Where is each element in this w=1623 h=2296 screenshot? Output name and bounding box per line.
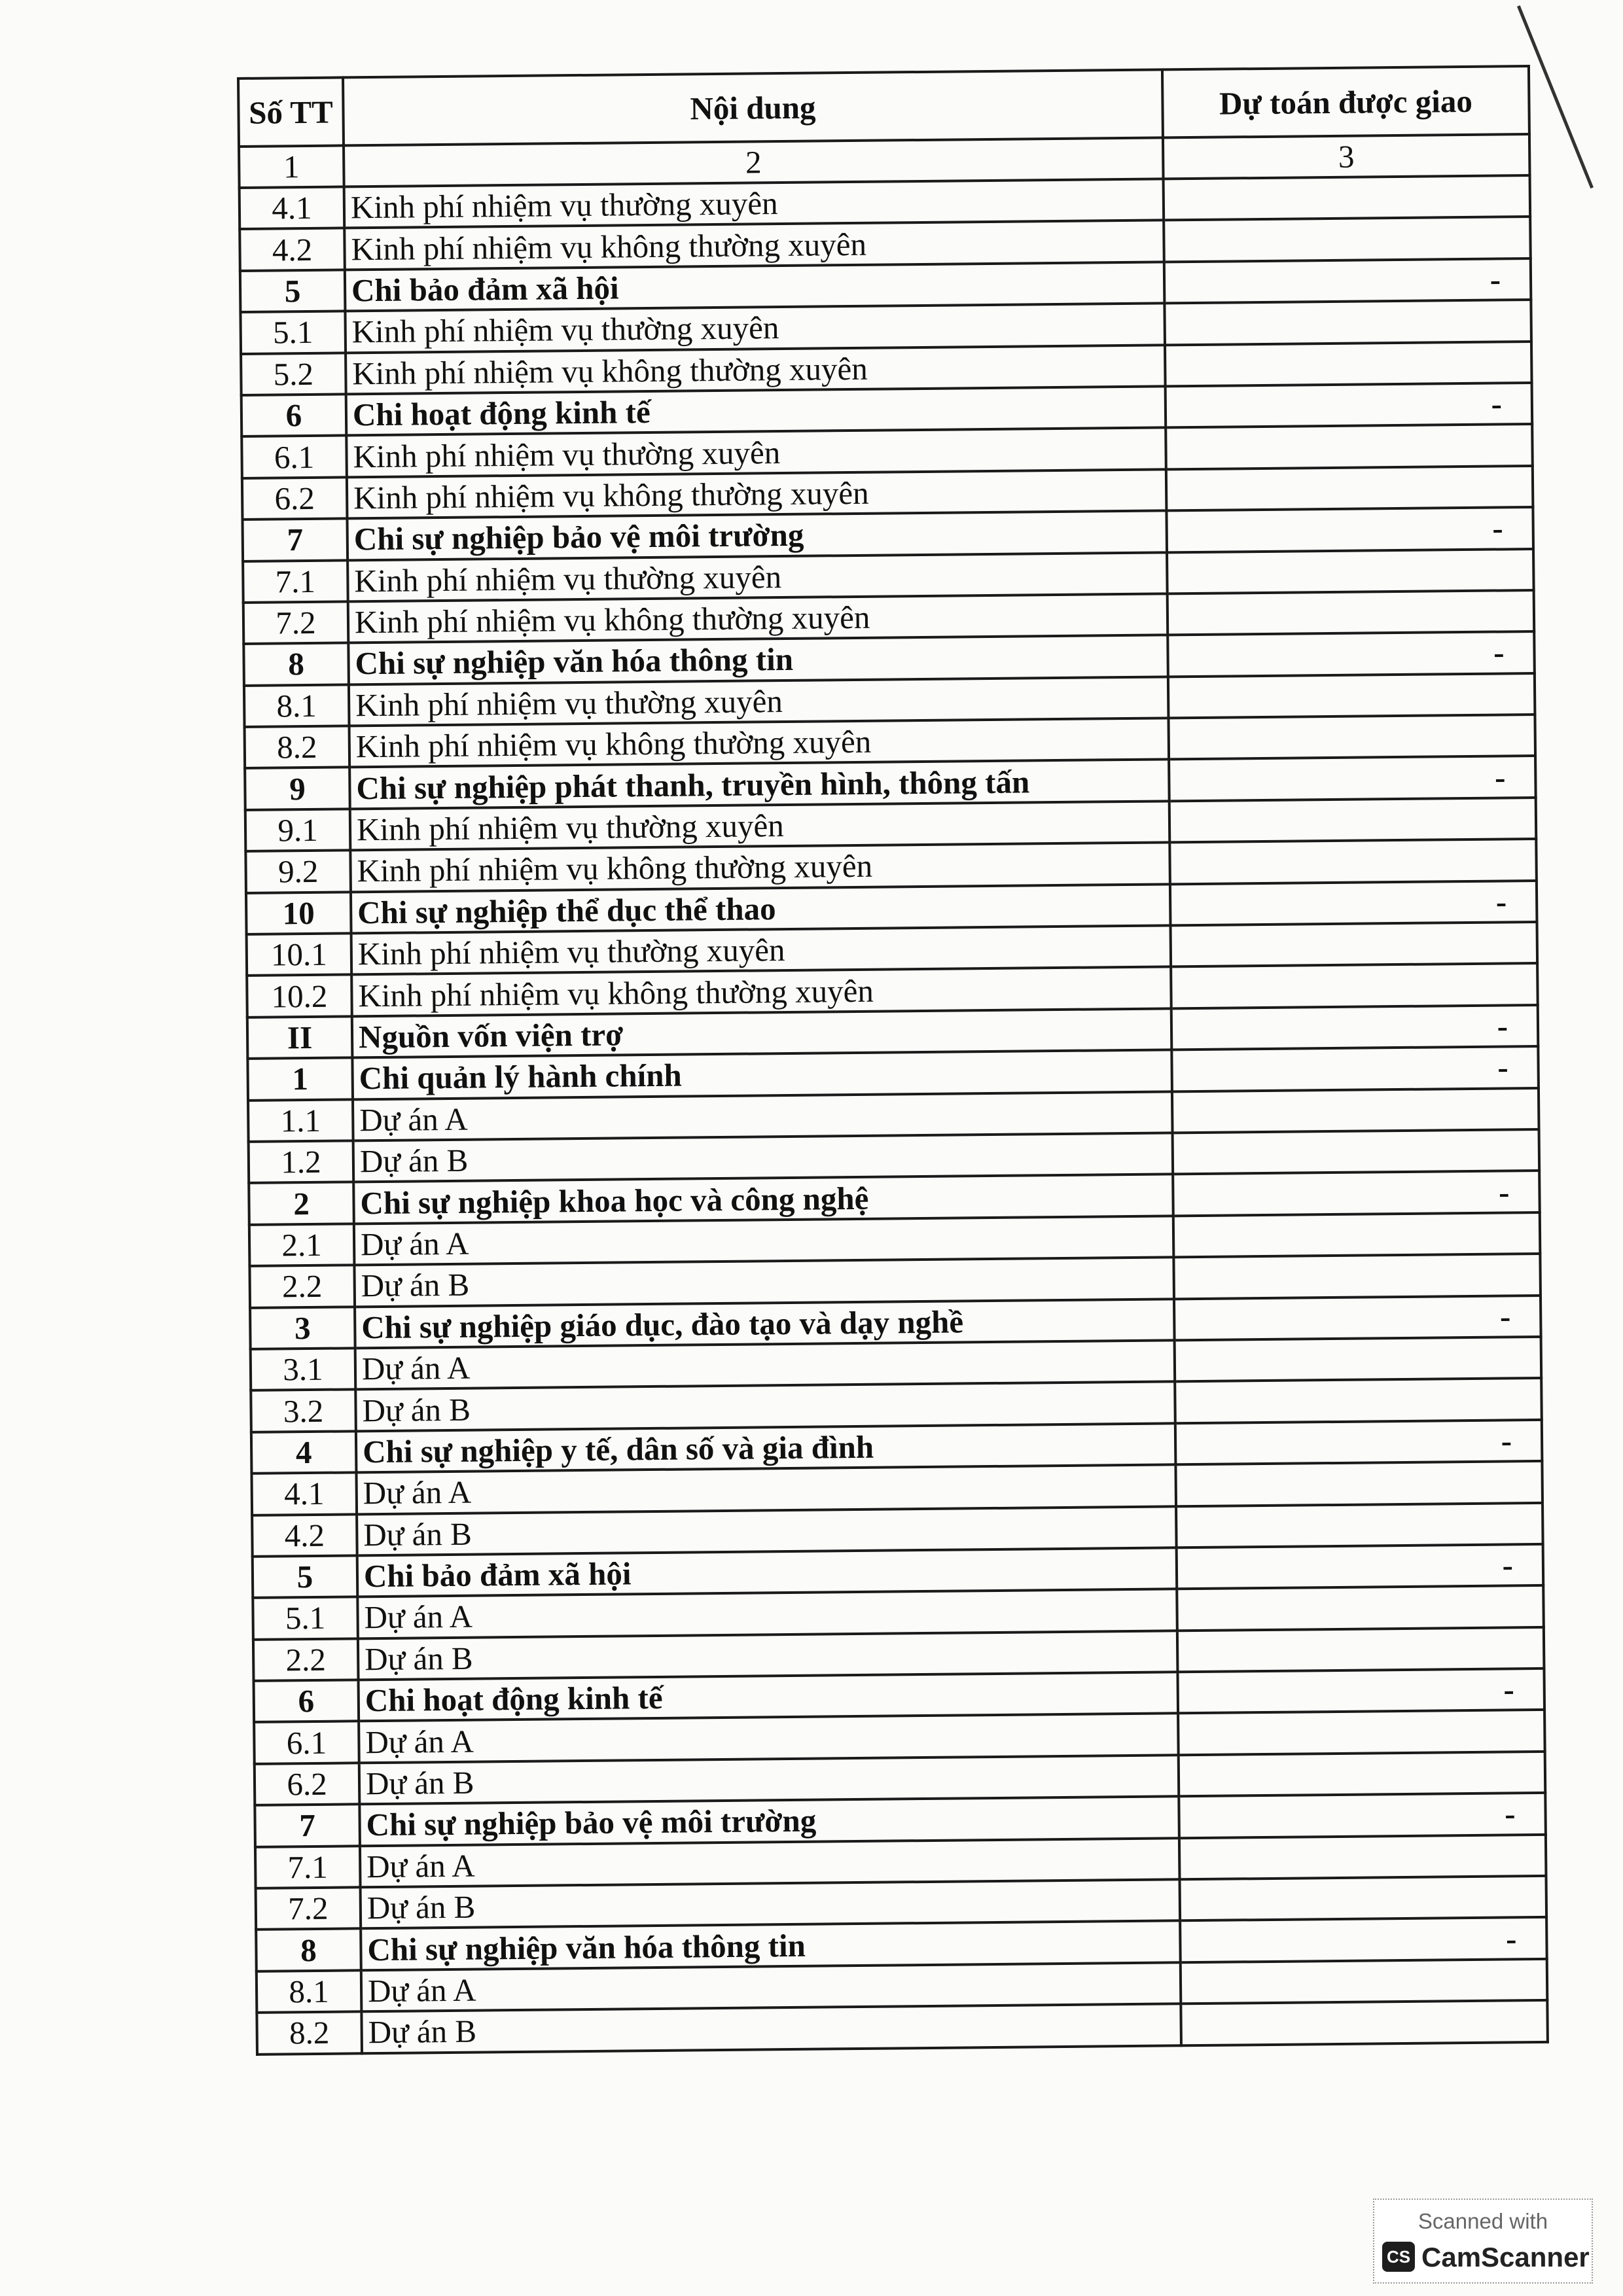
row-budget-value: - — [1180, 1917, 1547, 1962]
row-content: Kinh phí nhiệm vụ thường xuyên — [350, 801, 1170, 850]
camscanner-brand: CamScanner — [1421, 2242, 1590, 2272]
row-content: Chi hoạt động kinh tế — [346, 386, 1166, 435]
row-content: Dự án A — [361, 1962, 1181, 2011]
row-budget-value: - — [1179, 1793, 1546, 1838]
row-number: II — [247, 1016, 353, 1059]
row-content: Dự án B — [361, 2004, 1181, 2053]
row-content: Chi sự nghiệp bảo vệ môi trường — [347, 511, 1167, 560]
index-1: 1 — [239, 145, 344, 188]
row-content: Kinh phí nhiệm vụ không thường xuyên — [351, 967, 1171, 1016]
row-number: 5.1 — [253, 1597, 358, 1640]
camscanner-logo-icon: CS — [1382, 2242, 1415, 2272]
row-number: 10 — [246, 892, 351, 934]
row-budget-value: - — [1174, 1296, 1541, 1341]
row-content: Kinh phí nhiệm vụ không thường xuyên — [349, 718, 1169, 767]
row-budget-value — [1169, 839, 1537, 884]
row-number: 10.2 — [247, 975, 352, 1017]
row-content: Kinh phí nhiệm vụ thường xuyên — [344, 179, 1164, 228]
row-content: Kinh phí nhiệm vụ thường xuyên — [345, 304, 1165, 353]
row-number: 9.1 — [245, 809, 351, 851]
row-number: 6.2 — [242, 477, 348, 520]
row-budget-value — [1179, 1835, 1546, 1880]
row-content: Kinh phí nhiệm vụ thường xuyên — [348, 552, 1168, 601]
row-content: Dự án A — [360, 1838, 1180, 1887]
row-budget-value — [1175, 1337, 1542, 1382]
row-budget-value — [1173, 1129, 1540, 1174]
index-2: 2 — [344, 137, 1164, 186]
budget-table-wrapper — [237, 65, 1546, 2055]
row-budget-value — [1165, 342, 1532, 387]
row-number: 7 — [255, 1805, 360, 1847]
row-content: Chi sự nghiệp y tế, dân số và gia đình — [356, 1423, 1176, 1472]
row-content: Nguồn vốn viện trợ — [352, 1008, 1172, 1057]
row-number: 7.2 — [256, 1887, 361, 1930]
row-number: 1.2 — [249, 1140, 354, 1183]
row-number: 1.1 — [248, 1099, 353, 1142]
row-content: Dự án A — [359, 1714, 1179, 1763]
row-budget-value — [1166, 466, 1533, 511]
row-content: Dự án A — [355, 1340, 1175, 1389]
row-budget-value — [1179, 1752, 1546, 1797]
row-content: Kinh phí nhiệm vụ không thường xuyên — [350, 843, 1170, 892]
row-number: 8 — [256, 1929, 361, 1971]
budget-table — [237, 65, 1549, 2055]
row-number: 8.1 — [244, 684, 349, 727]
row-content: Chi sự nghiệp thể dục thể thao — [351, 884, 1171, 933]
row-budget-value — [1178, 1710, 1545, 1755]
row-number: 8.1 — [257, 1970, 362, 2013]
row-budget-value — [1180, 1876, 1547, 1921]
row-number: 3 — [250, 1307, 355, 1349]
row-number: 5.1 — [240, 311, 346, 354]
row-budget-value: - — [1177, 1669, 1544, 1714]
row-budget-value: - — [1166, 383, 1533, 428]
row-number: 10.1 — [247, 933, 352, 976]
row-content: Kinh phí nhiệm vụ không thường xuyên — [344, 221, 1164, 270]
row-content: Chi bảo đảm xã hội — [357, 1547, 1177, 1597]
row-content: Kinh phí nhiệm vụ thường xuyên — [346, 428, 1166, 477]
row-number: 7.2 — [243, 601, 349, 644]
row-number: 2 — [249, 1182, 354, 1225]
row-content: Chi sự nghiệp phát thanh, truyền hình, thông tấn — [349, 760, 1169, 809]
camscanner-watermark — [1373, 2199, 1593, 2284]
row-number: 6.1 — [254, 1722, 359, 1764]
row-budget-value — [1173, 1254, 1541, 1299]
row-content: Chi sự nghiệp giáo dục, đào tạo và dạy nghề — [355, 1299, 1175, 1348]
row-number: 4 — [251, 1431, 357, 1474]
row-content: Dự án A — [354, 1216, 1174, 1265]
row-content: Dự án B — [358, 1631, 1178, 1680]
row-number: 6 — [241, 394, 347, 436]
row-number: 8 — [243, 643, 349, 686]
row-budget-value — [1168, 715, 1535, 760]
row-budget-value — [1168, 673, 1535, 718]
row-budget-value — [1181, 1959, 1548, 2004]
row-content: Chi sự nghiệp khoa học và công nghệ — [353, 1174, 1173, 1224]
row-number: 2.2 — [249, 1265, 355, 1308]
row-number: 9.2 — [245, 851, 351, 893]
row-number: 8.2 — [257, 2011, 362, 2054]
row-number: 3.1 — [251, 1348, 356, 1390]
header-content: Nội dung — [343, 69, 1163, 145]
row-content: Chi sự nghiệp văn hóa thông tin — [361, 1921, 1181, 1970]
row-number: 4.2 — [252, 1514, 357, 1557]
row-number: 4.1 — [251, 1472, 357, 1515]
row-budget-value: - — [1171, 1046, 1539, 1091]
row-budget-value: - — [1171, 1005, 1539, 1050]
header-row — [238, 66, 1529, 147]
row-budget-value: - — [1166, 507, 1533, 552]
row-number: 5 — [240, 270, 346, 312]
header-no: Số TT — [238, 77, 344, 147]
row-budget-value — [1171, 963, 1538, 1008]
row-budget-value — [1176, 1502, 1543, 1547]
header-budget: Dự toán được giao — [1162, 66, 1529, 137]
row-content: Kinh phí nhiệm vụ không thường xuyên — [348, 593, 1168, 643]
row-content: Kinh phí nhiệm vụ không thường xuyên — [346, 345, 1166, 394]
row-content: Chi sự nghiệp văn hóa thông tin — [348, 635, 1168, 684]
row-content: Chi hoạt động kinh tế — [359, 1672, 1179, 1721]
row-content: Dự án B — [355, 1382, 1175, 1431]
row-number: 4.1 — [240, 186, 345, 229]
row-budget-value — [1177, 1585, 1544, 1631]
row-number: 3.2 — [251, 1390, 356, 1432]
row-number: 1 — [247, 1058, 353, 1101]
row-content: Kinh phí nhiệm vụ thường xuyên — [351, 925, 1171, 974]
row-budget-value — [1169, 798, 1537, 843]
row-number: 9 — [245, 768, 350, 810]
row-budget-value — [1164, 175, 1531, 221]
table-body — [240, 175, 1548, 2054]
index-3: 3 — [1163, 134, 1530, 179]
row-budget-value: - — [1169, 756, 1536, 801]
row-content: Chi bảo đảm xã hội — [345, 262, 1165, 311]
row-content: Dự án A — [353, 1091, 1173, 1140]
row-content: Dự án A — [357, 1589, 1177, 1638]
row-number: 2.2 — [253, 1638, 359, 1681]
row-content: Dự án B — [361, 1879, 1181, 1928]
row-budget-value — [1164, 300, 1531, 345]
row-budget-value: - — [1175, 1420, 1543, 1465]
row-budget-value: - — [1177, 1544, 1544, 1589]
row-budget-value: - — [1173, 1171, 1540, 1216]
row-budget-value — [1168, 590, 1535, 635]
row-number: 6.1 — [241, 436, 347, 478]
row-number: 7.1 — [243, 560, 348, 603]
row-content: Dự án A — [356, 1464, 1176, 1513]
row-number: 5.2 — [241, 353, 346, 395]
row-content: Chi quản lý hành chính — [352, 1050, 1172, 1099]
row-budget-value — [1164, 217, 1531, 262]
row-budget-value — [1171, 922, 1538, 967]
row-content: Dự án B — [354, 1257, 1174, 1306]
row-budget-value — [1172, 1088, 1539, 1133]
row-budget-value — [1167, 549, 1534, 594]
row-content: Kinh phí nhiệm vụ không thường xuyên — [347, 469, 1167, 518]
row-budget-value: - — [1170, 881, 1537, 926]
row-budget-value: - — [1164, 258, 1531, 304]
row-number: 5 — [253, 1555, 358, 1598]
row-budget-value — [1166, 424, 1533, 469]
row-content: Dự án B — [357, 1506, 1177, 1555]
row-number: 6.2 — [255, 1763, 360, 1805]
row-budget-value — [1177, 1627, 1544, 1672]
row-budget-value — [1175, 1378, 1542, 1423]
row-content: Kinh phí nhiệm vụ thường xuyên — [349, 677, 1169, 726]
row-number: 7.1 — [255, 1846, 361, 1888]
row-content: Dự án B — [359, 1755, 1179, 1804]
row-number: 8.2 — [245, 726, 350, 768]
row-content: Dự án B — [353, 1133, 1173, 1182]
row-budget-value — [1173, 1212, 1541, 1258]
row-number: 7 — [242, 519, 348, 561]
row-budget-value — [1181, 2000, 1548, 2045]
row-number: 2.1 — [249, 1224, 355, 1266]
scanned-with-text: Scanned with — [1418, 2209, 1548, 2233]
row-budget-value — [1175, 1461, 1543, 1506]
row-number: 4.2 — [240, 228, 345, 271]
row-content: Chi sự nghiệp bảo vệ môi trường — [359, 1797, 1179, 1846]
row-budget-value: - — [1168, 631, 1535, 677]
row-number: 6 — [254, 1680, 359, 1722]
